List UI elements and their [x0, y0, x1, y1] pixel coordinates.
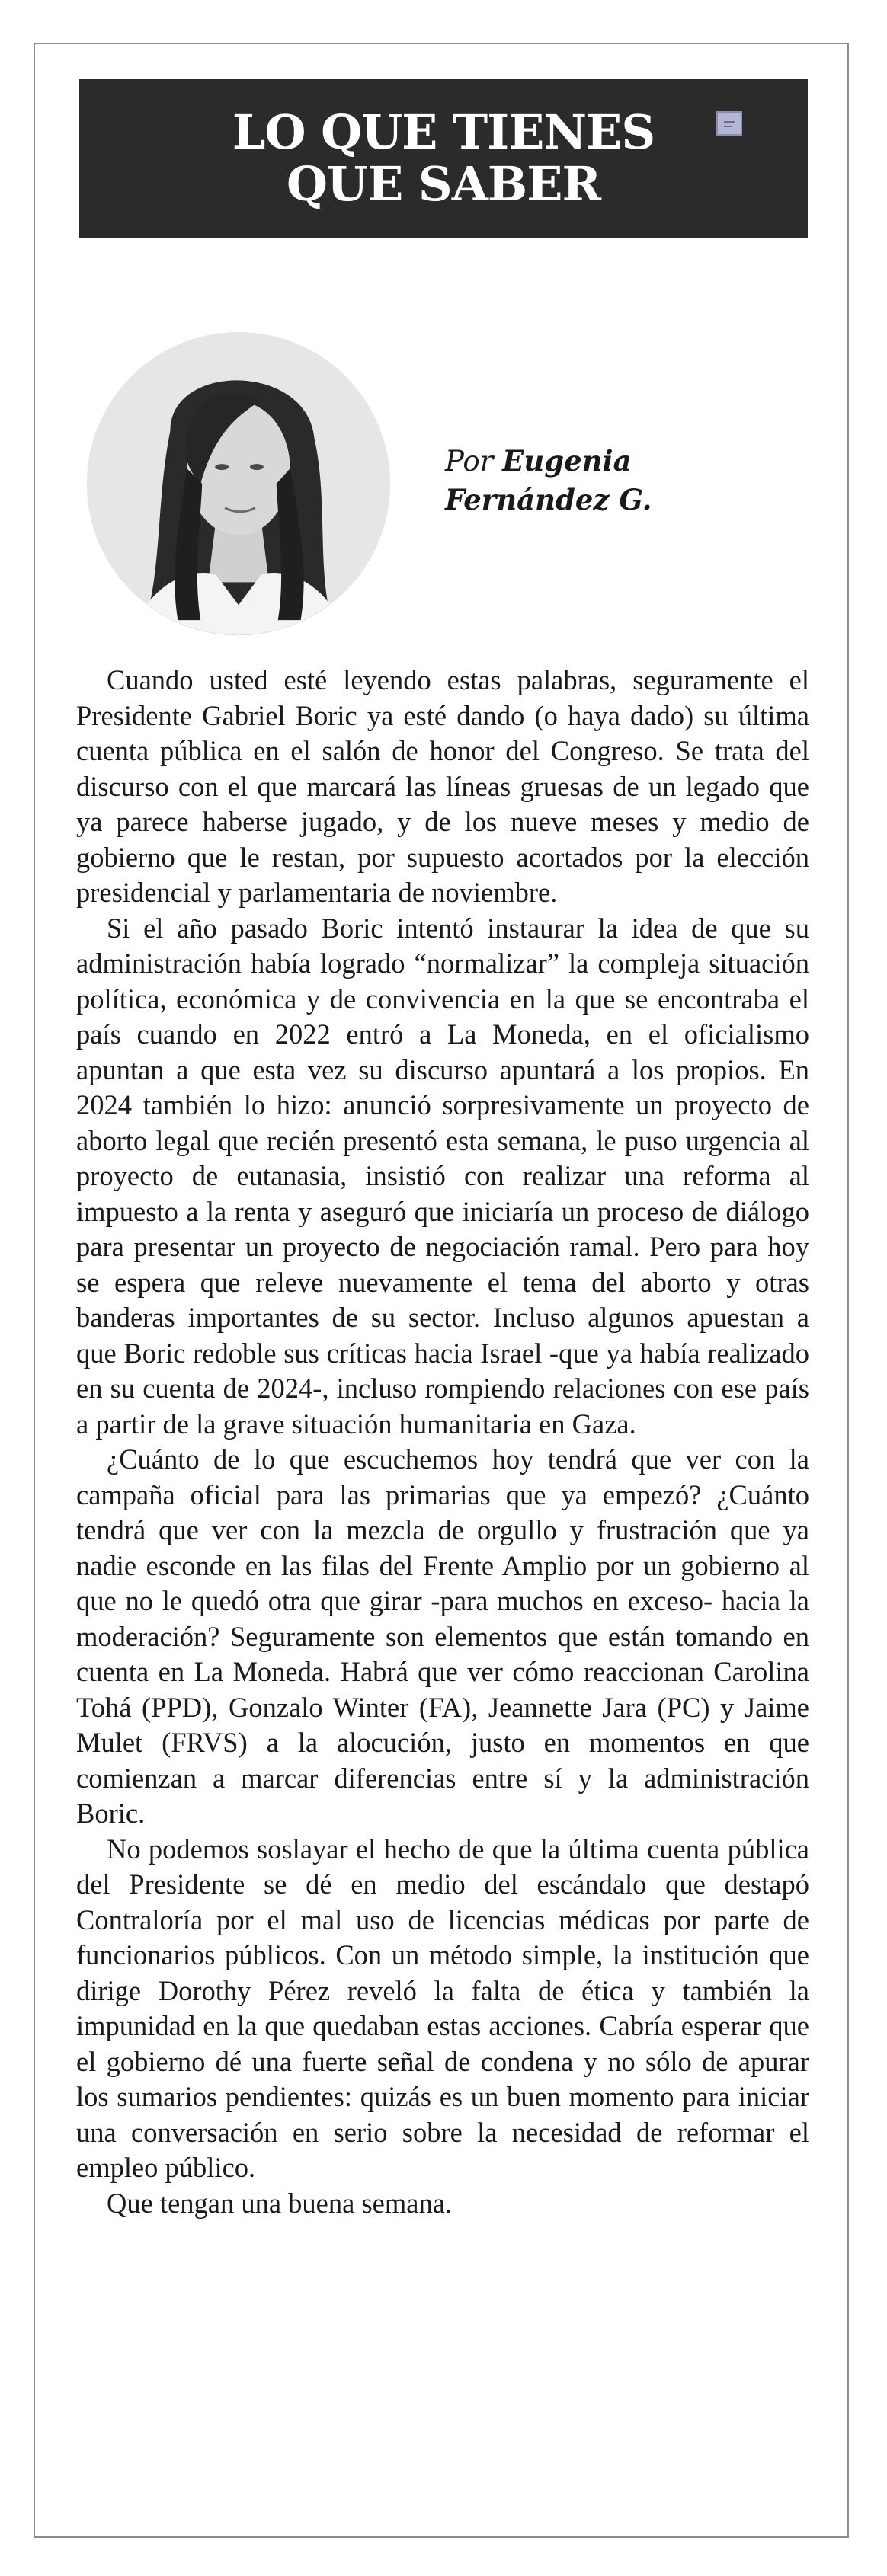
author-name-first: Eugenia [502, 444, 632, 478]
paragraph: No podemos soslayar el hecho de que la última cuenta pública del Presidente se dé en medio del escándalo que destapó Contraloría por el mal uso de licencias médicas por parte de funcionarios públicos. Con un método simple, la institución que dirige Dorothy Pérez reveló la falta de ética y también la impunidad en la que quedaban estas acciones. Cabría esperar que el gobierno dé una fuerte señal de condena y no sólo de apurar los sumarios pendientes: quizás es un buen momento para iniciar una conversación en serio sobre la necesidad de reformar el empleo público. [76, 1833, 809, 2183]
byline-prefix: Por [445, 445, 503, 478]
author-photo [87, 332, 390, 635]
section-title: LO QUE TIENES QUE SABER [232, 104, 655, 212]
section-header [79, 79, 808, 238]
paragraph: Si el año pasado Boric intentó instaurar la idea de que su administración había logrado “normalizar” la compleja situación política, económica y de convivencia en la que se encontraba el país cuando en 2022 entró a La Moneda, en el oficialismo apuntan a que esta vez su discurso apuntará a los propios. En 2024 también lo hizo: anunció sorpresivamente un proyecto de aborto legal que recién presentó esta semana, le puso urgencia al proyecto de eutanasia, insistió con realizar una reforma al impuesto a la renta y aseguró que iniciaría un proceso de diálogo para presentar un proyecto de negociación ramal. Pero para hoy se espera que releve nuevamente el tema del aborto y otras banderas importantes de su sector. Incluso algunos apuestan a que Boric redoble sus críticas hacia Israel -que ya había realizado en su cuenta de 2024-, incluso rompiendo relaciones con ese país a partir de la grave situación humanitaria en Gaza. [76, 912, 809, 1440]
byline [445, 442, 652, 519]
comment-icon[interactable] [716, 111, 742, 136]
author-portrait [87, 332, 390, 635]
article-body [76, 663, 809, 2221]
paragraph: ¿Cuánto de lo que escuchemos hoy tendrá que ver con la campaña oficial para las primarias que ya empezó? ¿Cuánto tendrá que ver con la mezcla de orgullo y frustración que ya nadie esconde en las filas del Frente Amplio por un gobierno al que no le quedó otra que girar -para muchos en exceso- hacia la moderación? Seguramente son elementos que están tomando en cuenta en La Moneda. Habrá que ver cómo reaccionan Carolina Tohá (PPD), Gonzalo Winter (FA), Jeannette Jara (PC) y Jaime Mulet (FRVS) a la alocución, justo en momentos en que comienzan a marcar diferencias entre sí y la administración Boric. [76, 1443, 809, 1829]
paragraph: Que tengan una buena semana. [107, 2187, 453, 2219]
paragraph: Cuando usted esté leyendo estas palabras, seguramente el Presidente Gabriel Boric ya esté dando (o haya dado) su última cuenta pública en el salón de honor del Congreso. Se trata del discurso con el que marcará las líneas gruesas de un legado que ya parece haberse jugado, y de los nueve meses y medio de gobierno que le restan, por supuesto acortados por la elección presidencial y parlamentaria de noviembre. [76, 664, 809, 908]
author-name-last: Fernández G. [445, 483, 652, 516]
